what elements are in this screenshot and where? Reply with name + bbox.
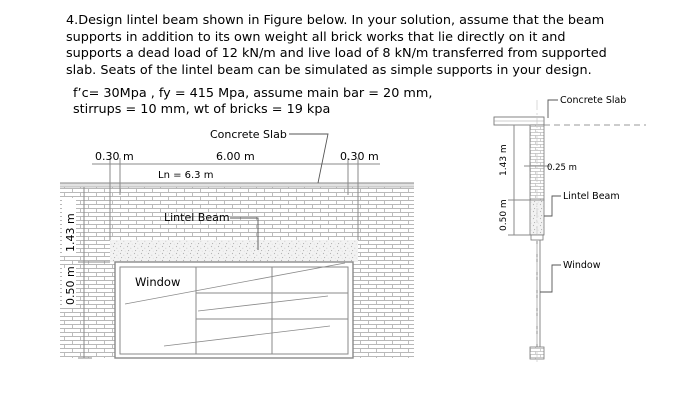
section-lintel-label: Lintel Beam (563, 191, 620, 202)
lintel-beam-label: Lintel Beam (164, 211, 230, 224)
section-view (494, 95, 646, 364)
height-beam-label: 0.50 m (64, 266, 77, 305)
dim-opening: 6.00 m (216, 150, 255, 163)
material-properties: f’c= 30Mpa , fy = 415 Mpa, assume main bar = 20 mm, (73, 86, 433, 101)
problem-line: supports in addition to its own weight all brick works that lie directly on it and (66, 29, 566, 45)
height-wall-label: 1.43 m (64, 213, 77, 252)
section-slab-label: Concrete Slab (560, 95, 627, 106)
section-height-dimension (508, 125, 530, 235)
problem-line: supports a dead load of 12 kN/m and live load of 8 kN/m transferred from supported (66, 46, 607, 62)
dim-left-support: 0.30 m (95, 150, 134, 163)
dim-right-support: 0.30 m (340, 150, 379, 163)
section-window-label: Window (563, 260, 601, 271)
lintel-beam-rect (110, 240, 358, 262)
problem-line: 4.Design lintel beam shown in Figure below. In your solution, assume that the beam (66, 13, 605, 28)
window-label: Window (135, 275, 181, 289)
section-lintel-leader (544, 196, 561, 216)
clear-span-label: Ln = 6.3 m (158, 170, 214, 181)
elevation-view (60, 128, 414, 358)
section-slab-leader (548, 100, 558, 118)
wall-thickness-label: 0.25 m (547, 163, 577, 173)
section-height-beam: 0.50 m (499, 199, 509, 231)
section-window-leader (540, 265, 561, 292)
bar-sizes: stirrups = 10 mm, wt of bricks = 19 kpa (73, 102, 331, 118)
slab-strip (60, 183, 414, 187)
problem-line: slab. Seats of the lintel beam can be simulated as simple supports in your design. (66, 62, 592, 78)
concrete-slab-label: Concrete Slab (210, 128, 287, 141)
section-height-wall: 1.43 m (499, 144, 509, 176)
concrete-slab-leader (289, 134, 328, 183)
